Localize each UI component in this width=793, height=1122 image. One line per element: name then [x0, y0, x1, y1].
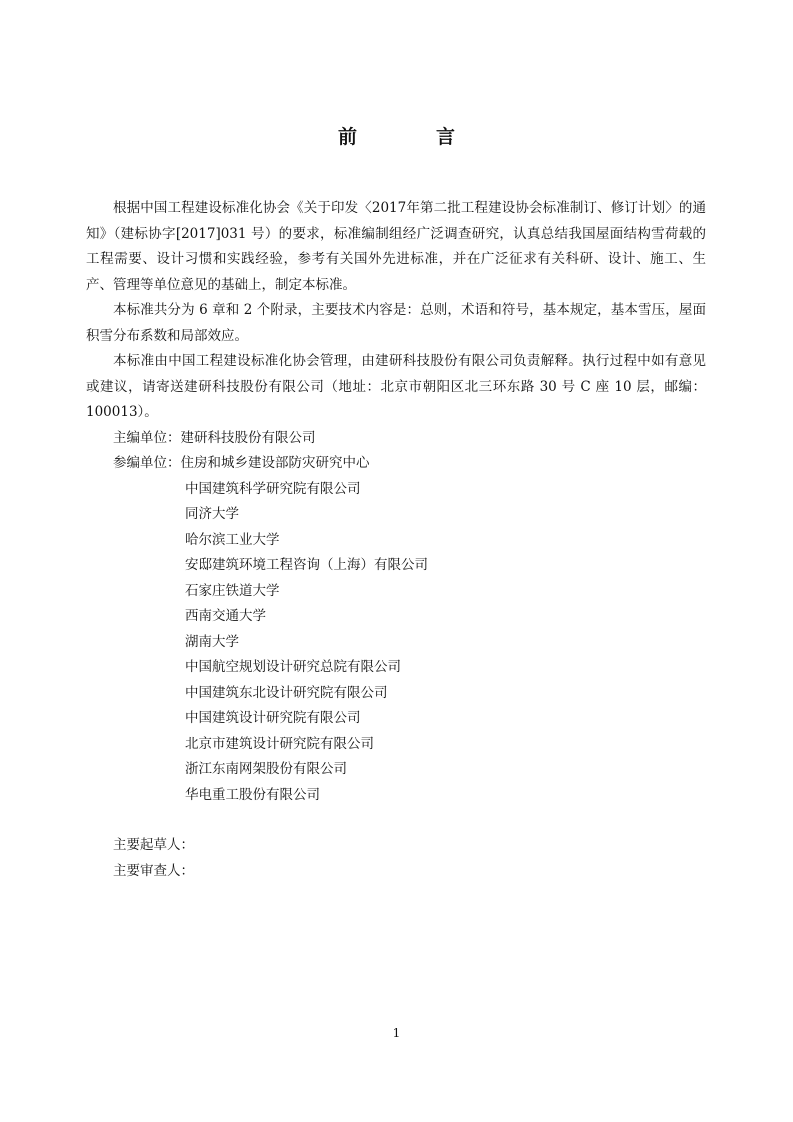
list-item: 哈尔滨工业大学 — [185, 531, 280, 548]
main-drafters-label: 主要起草人： — [113, 837, 194, 853]
list-item: 华电重工股份有限公司 — [185, 786, 320, 803]
page-title: 前 言 — [337, 126, 485, 148]
personnel-section — [86, 833, 706, 884]
list-item: 中国建筑设计研究院有限公司 — [185, 710, 361, 726]
page-number: 1 — [392, 1026, 401, 1040]
list-item: 安邸建筑环境工程咨询（上海）有限公司 — [185, 557, 428, 573]
list-item: 石家庄铁道大学 — [185, 582, 280, 599]
foreword-body — [86, 196, 706, 884]
list-item: 北京市建筑设计研究院有限公司 — [185, 735, 374, 752]
list-item: 中国建筑科学研究院有限公司 — [185, 480, 361, 497]
participating-units-first: 参编单位：住房和城乡建设部防灾研究中心 — [113, 455, 370, 471]
list-item: 中国航空规划设计研究总院有限公司 — [185, 659, 401, 675]
main-reviewers-label: 主要审查人： — [113, 862, 194, 879]
paragraph-contents: 本标准共分为 6 章和 2 个附录，主要技术内容是：总则，术语和符号，基本规定，基本雪压，屋面积雪分布系数和局部效应。 — [86, 302, 706, 344]
paragraph-background: 根据中国工程建设标准化协会《关于印发〈2017年第二批工程建设协会标准制订、修订计划〉的通知》（建标协字[2017]031 号）的要求，标准编制组经广泛调查研究，认真总结我国屋面结构雪荷载的工程需要、设计习惯和实践经验，参考有关国外先进标准，并在广泛征求有关科研、设计、施工、生产、管理等单位意见的基础上，制定本标准。 — [86, 200, 706, 293]
list-item: 湖南大学 — [185, 633, 239, 650]
chief-editor-unit: 主编单位：建研科技股份有限公司 — [113, 429, 316, 446]
list-item: 中国建筑东北设计研究院有限公司 — [185, 684, 388, 701]
paragraph-management: 本标准由中国工程建设标准化协会管理，由建研科技股份有限公司负责解释。执行过程中如有意见或建议，请寄送建研科技股份有限公司（地址：北京市朝阳区北三环东路 30 号 C 座 10 层，邮编：100013）。 — [86, 353, 706, 420]
list-item: 西南交通大学 — [185, 608, 266, 624]
list-item: 浙江东南网架股份有限公司 — [185, 761, 347, 777]
list-item: 同济大学 — [185, 506, 239, 522]
participating-units-list — [86, 477, 706, 809]
